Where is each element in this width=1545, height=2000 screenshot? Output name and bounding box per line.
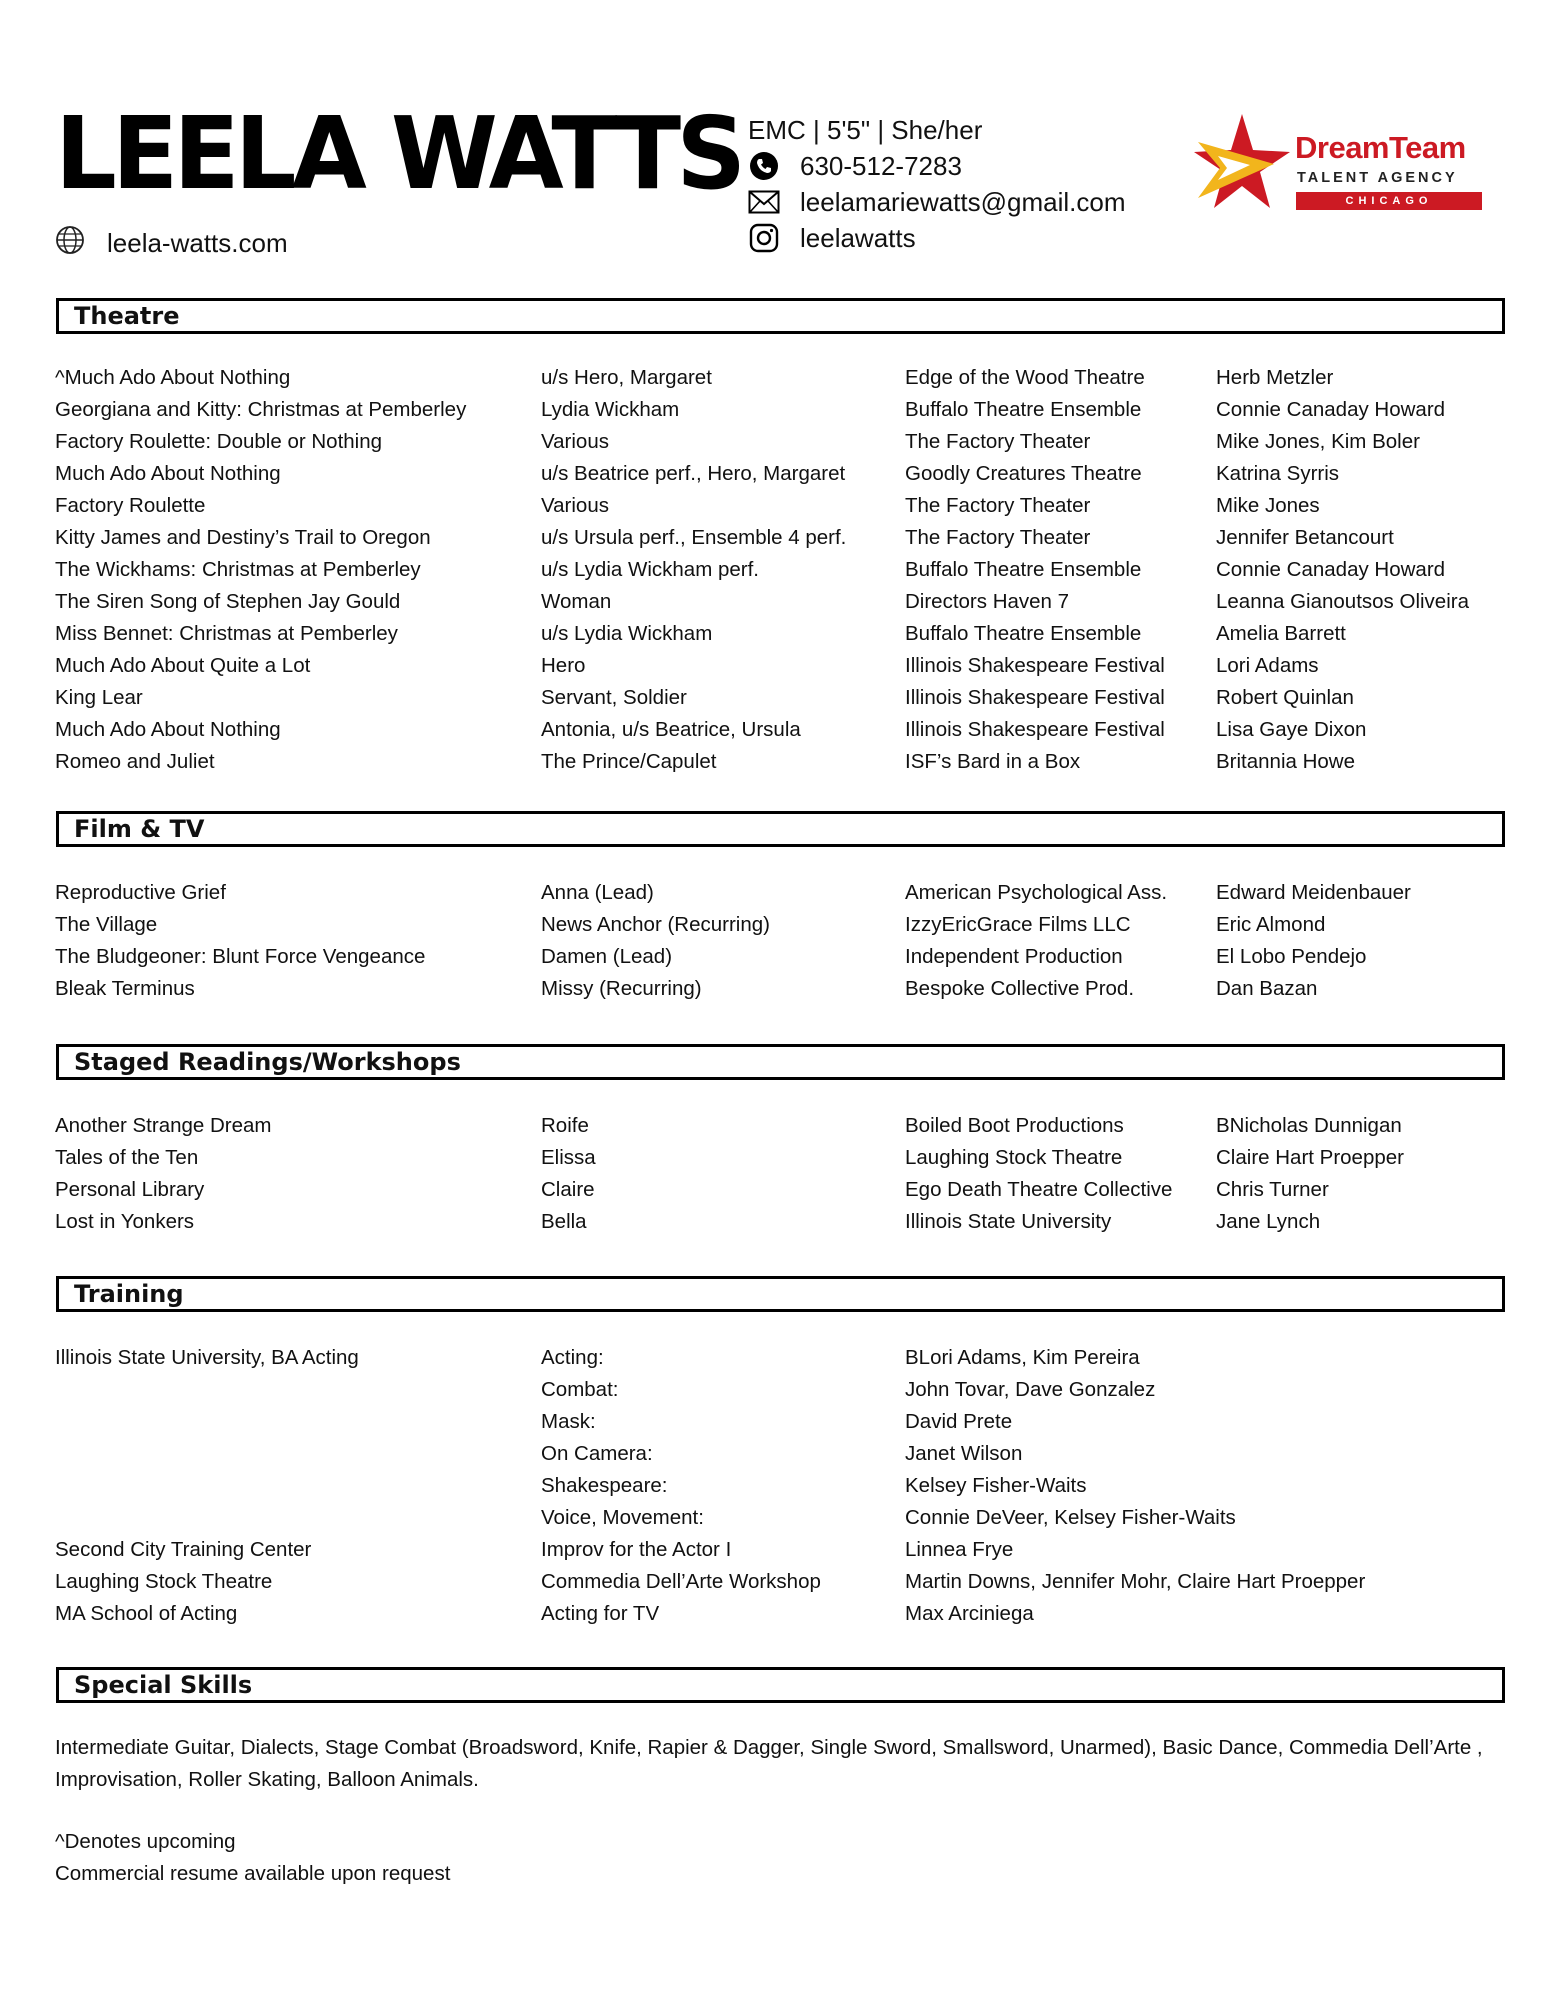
agency-subtitle: TALENT AGENCY: [1297, 170, 1458, 186]
training-role-cell: Acting:: [541, 1346, 604, 1369]
contact-block: [748, 112, 1126, 256]
theatre-company-cell: The Factory Theater: [905, 494, 1091, 517]
table-row: [55, 1470, 1495, 1502]
skills-header: Special Skills: [56, 1667, 1505, 1703]
commercial-note: Commercial resume available upon request: [55, 1862, 451, 1885]
agency-brand: DreamTeam: [1295, 130, 1466, 165]
theatre-director-cell: Connie Canaday Howard: [1216, 398, 1446, 421]
theatre-role-cell: Lydia Wickham: [541, 398, 680, 421]
theatre-director-cell: Mike Jones, Kim Boler: [1216, 430, 1420, 453]
table-row: [55, 522, 1495, 554]
phone-line: [748, 148, 1126, 184]
theatre-director-cell: Amelia Barrett: [1216, 622, 1346, 645]
theatre-company-cell: Directors Haven 7: [905, 590, 1070, 613]
stats-line: [748, 112, 1126, 148]
readings-director-cell: BNicholas Dunnigan: [1216, 1114, 1402, 1137]
table-row: [55, 1374, 1495, 1406]
theatre-title-cell: Georgiana and Kitty: Christmas at Pemberley: [55, 398, 467, 421]
readings-company-cell: Laughing Stock Theatre: [905, 1146, 1123, 1169]
theatre-company-cell: The Factory Theater: [905, 526, 1091, 549]
readings-role-cell: Bella: [541, 1210, 587, 1233]
instagram-handle[interactable]: leelawatts: [800, 222, 916, 253]
table-row: [55, 682, 1495, 714]
table-row: [55, 1534, 1495, 1566]
training-company-cell: Connie DeVeer, Kelsey Fisher-Waits: [905, 1506, 1236, 1529]
email-address[interactable]: leelamariewatts@gmail.com: [800, 186, 1126, 217]
theatre-title-cell: Kitty James and Destiny’s Trail to Oregon: [55, 526, 431, 549]
film-role-cell: Missy (Recurring): [541, 977, 702, 1000]
table-row: [55, 973, 1495, 1005]
theatre-title-cell: The Wickhams: Christmas at Pemberley: [55, 558, 421, 581]
training-role-cell: Shakespeare:: [541, 1474, 668, 1497]
table-row: [55, 941, 1495, 973]
theatre-director-cell: Britannia Howe: [1216, 750, 1356, 773]
readings-director-cell: Claire Hart Proepper: [1216, 1146, 1404, 1169]
actor-name: LEELA WATTS: [55, 95, 742, 212]
readings-company-cell: Ego Death Theatre Collective: [905, 1178, 1173, 1201]
table-row: [55, 1502, 1495, 1534]
theatre-company-cell: Illinois Shakespeare Festival: [905, 654, 1165, 677]
readings-table: [55, 1110, 1495, 1238]
training-company-cell: Martin Downs, Jennifer Mohr, Claire Hart Proepper: [905, 1570, 1366, 1593]
theatre-title-cell: Factory Roulette: [55, 494, 206, 517]
film-company-cell: Independent Production: [905, 945, 1123, 968]
theatre-director-cell: Jennifer Betancourt: [1216, 526, 1394, 549]
readings-role-cell: Elissa: [541, 1146, 596, 1169]
film-title-cell: Bleak Terminus: [55, 977, 195, 1000]
theatre-company-cell: Buffalo Theatre Ensemble: [905, 622, 1142, 645]
theatre-title-cell: The Siren Song of Stephen Jay Gould: [55, 590, 401, 613]
theatre-title-cell: King Lear: [55, 686, 143, 709]
agency-city: CHICAGO: [1296, 192, 1482, 210]
readings-title-cell: Another Strange Dream: [55, 1114, 272, 1137]
table-row: [55, 650, 1495, 682]
readings-title-cell: Tales of the Ten: [55, 1146, 199, 1169]
globe-icon: [55, 225, 85, 262]
theatre-director-cell: Lori Adams: [1216, 654, 1319, 677]
website-link[interactable]: leela-watts.com: [107, 228, 288, 258]
table-row: [55, 618, 1495, 650]
training-role-cell: Commedia Dell’Arte Workshop: [541, 1570, 821, 1593]
phone-number[interactable]: 630-512-7283: [800, 150, 962, 181]
theatre-role-cell: Servant, Soldier: [541, 686, 687, 709]
theatre-role-cell: Hero: [541, 654, 586, 677]
training-role-cell: Acting for TV: [541, 1602, 660, 1625]
table-row: [55, 1438, 1495, 1470]
theatre-director-cell: Lisa Gaye Dixon: [1216, 718, 1367, 741]
film-title-cell: The Village: [55, 913, 158, 936]
theatre-title-cell: Much Ado About Quite a Lot: [55, 654, 311, 677]
theatre-role-cell: Antonia, u/s Beatrice, Ursula: [541, 718, 801, 741]
readings-director-cell: Jane Lynch: [1216, 1210, 1321, 1233]
table-row: [55, 490, 1495, 522]
film-director-cell: Dan Bazan: [1216, 977, 1318, 1000]
upcoming-note: ^Denotes upcoming: [55, 1830, 236, 1853]
film-director-cell: Eric Almond: [1216, 913, 1326, 936]
theatre-director-cell: Mike Jones: [1216, 494, 1320, 517]
theatre-company-cell: Buffalo Theatre Ensemble: [905, 558, 1142, 581]
table-row: [55, 586, 1495, 618]
film-director-cell: El Lobo Pendejo: [1216, 945, 1367, 968]
table-row: [55, 1206, 1495, 1238]
table-row: [55, 1342, 1495, 1374]
table-row: [55, 458, 1495, 490]
training-role-cell: Improv for the Actor I: [541, 1538, 732, 1561]
theatre-role-cell: u/s Hero, Margaret: [541, 366, 712, 389]
theatre-company-cell: Illinois Shakespeare Festival: [905, 718, 1165, 741]
training-company-cell: Linnea Frye: [905, 1538, 1014, 1561]
training-title-cell: MA School of Acting: [55, 1602, 238, 1625]
training-company-cell: Janet Wilson: [905, 1442, 1023, 1465]
film-role-cell: Damen (Lead): [541, 945, 673, 968]
star-icon: [1190, 112, 1290, 212]
envelope-icon: [748, 186, 780, 218]
theatre-director-cell: Katrina Syrris: [1216, 462, 1340, 485]
stats-text: EMC | 5'5" | She/her: [748, 114, 983, 145]
theatre-role-cell: u/s Beatrice perf., Hero, Margaret: [541, 462, 846, 485]
table-row: [55, 714, 1495, 746]
film-company-cell: IzzyEricGrace Films LLC: [905, 913, 1131, 936]
table-row: [55, 1142, 1495, 1174]
theatre-header: Theatre: [56, 298, 1505, 334]
film-role-cell: News Anchor (Recurring): [541, 913, 770, 936]
table-row: [55, 1174, 1495, 1206]
film-header: Film & TV: [56, 811, 1505, 847]
theatre-title-cell: Romeo and Juliet: [55, 750, 215, 773]
training-title-cell: Second City Training Center: [55, 1538, 312, 1561]
training-title-cell: Laughing Stock Theatre: [55, 1570, 273, 1593]
training-role-cell: Voice, Movement:: [541, 1506, 704, 1529]
theatre-company-cell: Buffalo Theatre Ensemble: [905, 398, 1142, 421]
theatre-role-cell: Various: [541, 494, 609, 517]
table-row: [55, 426, 1495, 458]
film-role-cell: Anna (Lead): [541, 881, 654, 904]
theatre-director-cell: Robert Quinlan: [1216, 686, 1354, 709]
website-line: [55, 225, 288, 262]
readings-company-cell: Boiled Boot Productions: [905, 1114, 1124, 1137]
training-header: Training: [56, 1276, 1505, 1312]
theatre-title-cell: Factory Roulette: Double or Nothing: [55, 430, 383, 453]
theatre-company-cell: Goodly Creatures Theatre: [905, 462, 1142, 485]
readings-director-cell: Chris Turner: [1216, 1178, 1329, 1201]
table-row: [55, 1406, 1495, 1438]
readings-company-cell: Illinois State University: [905, 1210, 1112, 1233]
readings-role-cell: Claire: [541, 1178, 595, 1201]
film-director-cell: Edward Meidenbauer: [1216, 881, 1411, 904]
training-role-cell: On Camera:: [541, 1442, 653, 1465]
film-company-cell: Bespoke Collective Prod.: [905, 977, 1135, 1000]
theatre-company-cell: Edge of the Wood Theatre: [905, 366, 1145, 389]
table-row: [55, 362, 1495, 394]
skills-text: Intermediate Guitar, Dialects, Stage Combat (Broadsword, Knife, Rapier & Dagger, Single Sword, Smallsword, Unarmed), Basic Dance, Commedia Dell’Arte , Improvisation, Roller Skating, Balloon Animals.: [55, 1736, 1483, 1791]
email-line: [748, 184, 1126, 220]
instagram-line: [748, 220, 1126, 256]
theatre-role-cell: u/s Ursula perf., Ensemble 4 perf.: [541, 526, 847, 549]
training-company-cell: Max Arciniega: [905, 1602, 1034, 1625]
table-row: [55, 394, 1495, 426]
training-role-cell: Combat:: [541, 1378, 619, 1401]
readings-role-cell: Roife: [541, 1114, 589, 1137]
theatre-director-cell: Connie Canaday Howard: [1216, 558, 1446, 581]
theatre-director-cell: Leanna Gianoutsos Oliveira: [1216, 590, 1469, 613]
table-row: [55, 746, 1495, 778]
training-company-cell: John Tovar, Dave Gonzalez: [905, 1378, 1156, 1401]
table-row: [55, 1598, 1495, 1630]
training-title-cell: Illinois State University, BA Acting: [55, 1346, 359, 1369]
table-row: [55, 877, 1495, 909]
theatre-role-cell: Woman: [541, 590, 612, 613]
theatre-title-cell: Much Ado About Nothing: [55, 462, 281, 485]
instagram-icon: [748, 222, 780, 254]
theatre-company-cell: Illinois Shakespeare Festival: [905, 686, 1165, 709]
theatre-company-cell: ISF’s Bard in a Box: [905, 750, 1081, 773]
theatre-title-cell: ^Much Ado About Nothing: [55, 366, 291, 389]
agency-logo: [1190, 112, 1490, 222]
training-company-cell: Kelsey Fisher-Waits: [905, 1474, 1087, 1497]
film-title-cell: The Bludgeoner: Blunt Force Vengeance: [55, 945, 426, 968]
training-company-cell: David Prete: [905, 1410, 1013, 1433]
table-row: [55, 1566, 1495, 1598]
table-row: [55, 909, 1495, 941]
readings-title-cell: Lost in Yonkers: [55, 1210, 195, 1233]
phone-icon: [748, 150, 780, 182]
theatre-table: [55, 362, 1495, 778]
theatre-role-cell: Various: [541, 430, 609, 453]
theatre-director-cell: Herb Metzler: [1216, 366, 1334, 389]
theatre-company-cell: The Factory Theater: [905, 430, 1091, 453]
theatre-role-cell: u/s Lydia Wickham: [541, 622, 713, 645]
film-company-cell: American Psychological Ass.: [905, 881, 1168, 904]
film-title-cell: Reproductive Grief: [55, 881, 226, 904]
readings-header: Staged Readings/Workshops: [56, 1044, 1505, 1080]
theatre-role-cell: u/s Lydia Wickham perf.: [541, 558, 759, 581]
table-row: [55, 1110, 1495, 1142]
table-row: [55, 554, 1495, 586]
training-role-cell: Mask:: [541, 1410, 596, 1433]
theatre-title-cell: Much Ado About Nothing: [55, 718, 281, 741]
training-company-cell: BLori Adams, Kim Pereira: [905, 1346, 1140, 1369]
theatre-role-cell: The Prince/Capulet: [541, 750, 717, 773]
training-table: [55, 1342, 1495, 1630]
film-table: [55, 877, 1495, 1005]
theatre-title-cell: Miss Bennet: Christmas at Pemberley: [55, 622, 398, 645]
readings-title-cell: Personal Library: [55, 1178, 205, 1201]
